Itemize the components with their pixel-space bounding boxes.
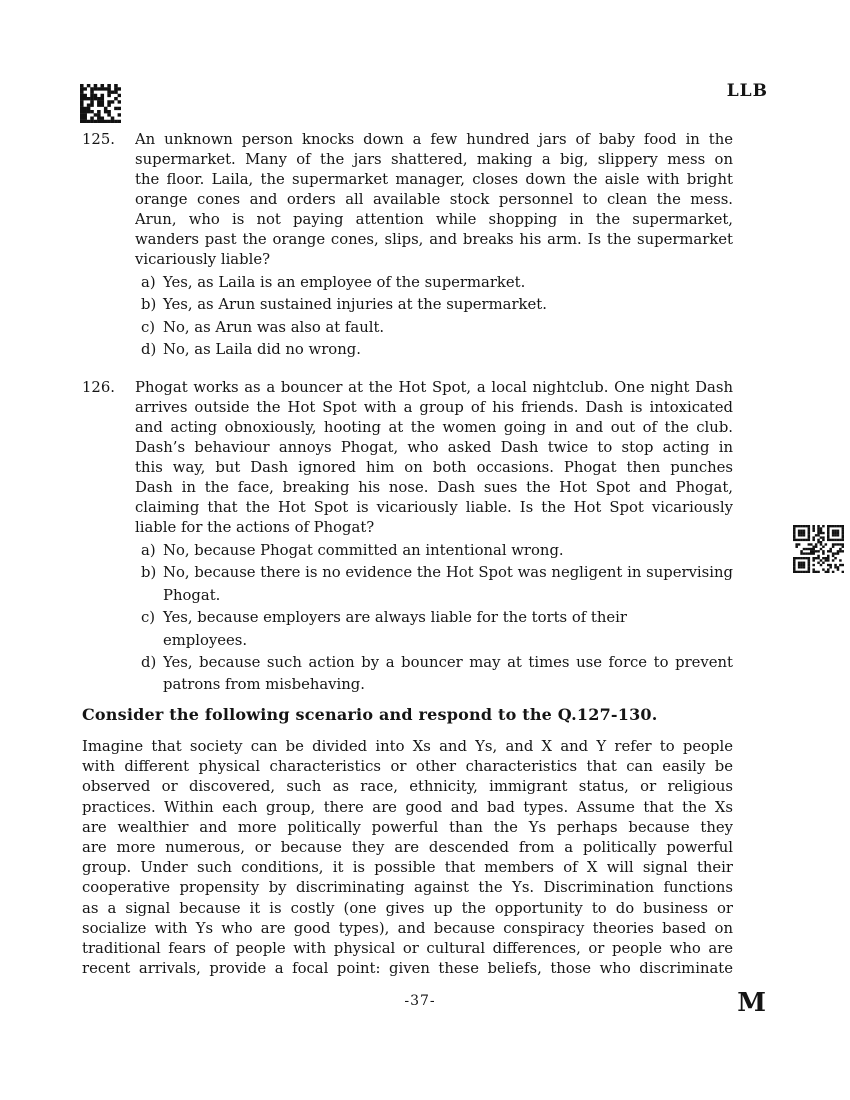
text-line: socialize with Ys who are good types), and because conspiracy theories based on (82, 919, 733, 937)
scenario-paragraph (82, 737, 733, 979)
option-text (163, 562, 733, 607)
text-line: Yes, as Arun sustained injuries at the supermarket. (163, 296, 547, 314)
text-line: Arun, who is not paying attention while shopping in the supermarket, (135, 211, 733, 228)
qr-code-icon (793, 525, 844, 573)
option-text (163, 652, 733, 697)
datamatrix-icon (80, 84, 121, 123)
text-line: recent arrivals, provide a focal point: given these beliefs, those who discriminate (82, 960, 733, 978)
text-line: are wealthier and more politically powerful than the Ys perhaps because they (82, 818, 733, 836)
option-label: a) (141, 542, 156, 559)
option-a (135, 272, 733, 294)
option-c (135, 317, 733, 339)
option-text (163, 339, 733, 361)
text-line: as a signal because it is costly (one gives up the opportunity to do business or (82, 899, 733, 917)
option-c (135, 607, 733, 652)
page-number: -37- (404, 993, 436, 1009)
option-label: c) (141, 318, 156, 336)
text-line: Dash’s behaviour annoys Phogat, who asked Dash twice to stop acting in (135, 439, 733, 456)
text-line: patrons from misbehaving. (163, 676, 365, 694)
text-line: Phogat. (163, 586, 221, 604)
text-line: Phogat works as a bouncer at the Hot Spot, a local nightclub. One night Dash (135, 379, 733, 396)
text-line: No, because there is no evidence the Hot Spot was negligent in supervising (163, 564, 733, 582)
text-line: supermarket. Many of the jars shattered, making a big, slippery mess on (135, 151, 733, 168)
option-a (135, 540, 733, 562)
text-line: Yes, as Laila is an employee of the supermarket. (163, 274, 526, 291)
option-text (163, 607, 733, 652)
options-list (135, 272, 733, 362)
option-label: a) (141, 274, 156, 291)
options-list (135, 540, 733, 697)
option-text (163, 272, 733, 294)
option-label: b) (141, 296, 157, 314)
option-label: d) (141, 341, 157, 359)
set-mark: M (737, 988, 766, 1018)
text-line: traditional fears of people with physical or cultural differences, or people who are (82, 939, 733, 957)
text-line: Dash in the face, breaking his nose. Dash sues the Hot Spot and Phogat, (135, 479, 733, 496)
question-number: 125. (82, 131, 115, 148)
option-label: c) (141, 609, 156, 627)
paper-code: LLB (726, 81, 768, 101)
option-label: d) (141, 654, 157, 672)
section-instruction-heading: Consider the following scenario and respond to the Q.127-130. (82, 705, 658, 724)
option-d (135, 652, 733, 697)
text-line: with different physical characteristics or other characteristics that can easily be (82, 758, 733, 776)
text-line: arrives outside the Hot Spot with a group of his friends. Dash is intoxicated (135, 399, 733, 416)
option-d (135, 339, 733, 361)
option-label: b) (141, 564, 157, 582)
text-line: orange cones and orders all available stock personnel to clean the mess. (135, 191, 733, 208)
text-line: vicariously liable? (135, 251, 271, 268)
text-line: Yes, because such action by a bouncer may at times use force to prevent (163, 654, 733, 672)
text-line: An unknown person knocks down a few hundred jars of baby food in the (135, 131, 733, 148)
text-line: cooperative propensity by discriminating against the Ys. Discrimination functions (82, 879, 733, 897)
option-text (163, 317, 733, 339)
text-line: are more numerous, or because they are descended from a politically powerful (82, 838, 733, 856)
option-b (135, 294, 733, 316)
question-125 (82, 130, 733, 362)
text-line: the floor. Laila, the supermarket manager, closes down the aisle with bright (135, 171, 733, 188)
question-number: 126. (82, 379, 115, 396)
option-text (163, 540, 733, 562)
option-text (163, 294, 733, 316)
text-line: observed or discovered, such as race, ethnicity, immigrant status, or religious (82, 778, 733, 796)
text-line: No, because Phogat committed an intentional wrong. (163, 542, 564, 559)
text-line: No, as Arun was also at fault. (163, 318, 385, 336)
text-line: claiming that the Hot Spot is vicariously liable. Is the Hot Spot vicariously (135, 499, 733, 516)
text-line: this way, but Dash ignored him on both occasions. Phogat then punches (135, 459, 733, 476)
text-line: group. Under such conditions, it is possible that members of X will signal their (82, 859, 733, 877)
question-126 (82, 378, 733, 697)
text-line: No, as Laila did no wrong. (163, 341, 361, 359)
text-line: wanders past the orange cones, slips, and breaks his arm. Is the supermarket (135, 231, 733, 248)
text-line: practices. Within each group, there are good and bad types. Assume that the Xs (82, 798, 733, 816)
text-line: employees. (163, 631, 248, 649)
text-line: and acting obnoxiously, hooting at the women going in and out of the club. (135, 419, 733, 436)
text-line: Yes, because employers are always liable for the torts of their (163, 609, 627, 627)
option-b (135, 562, 733, 607)
text-line: liable for the actions of Phogat? (135, 519, 375, 536)
text-line: Imagine that society can be divided into Xs and Ys, and X and Y refer to people (82, 738, 733, 755)
